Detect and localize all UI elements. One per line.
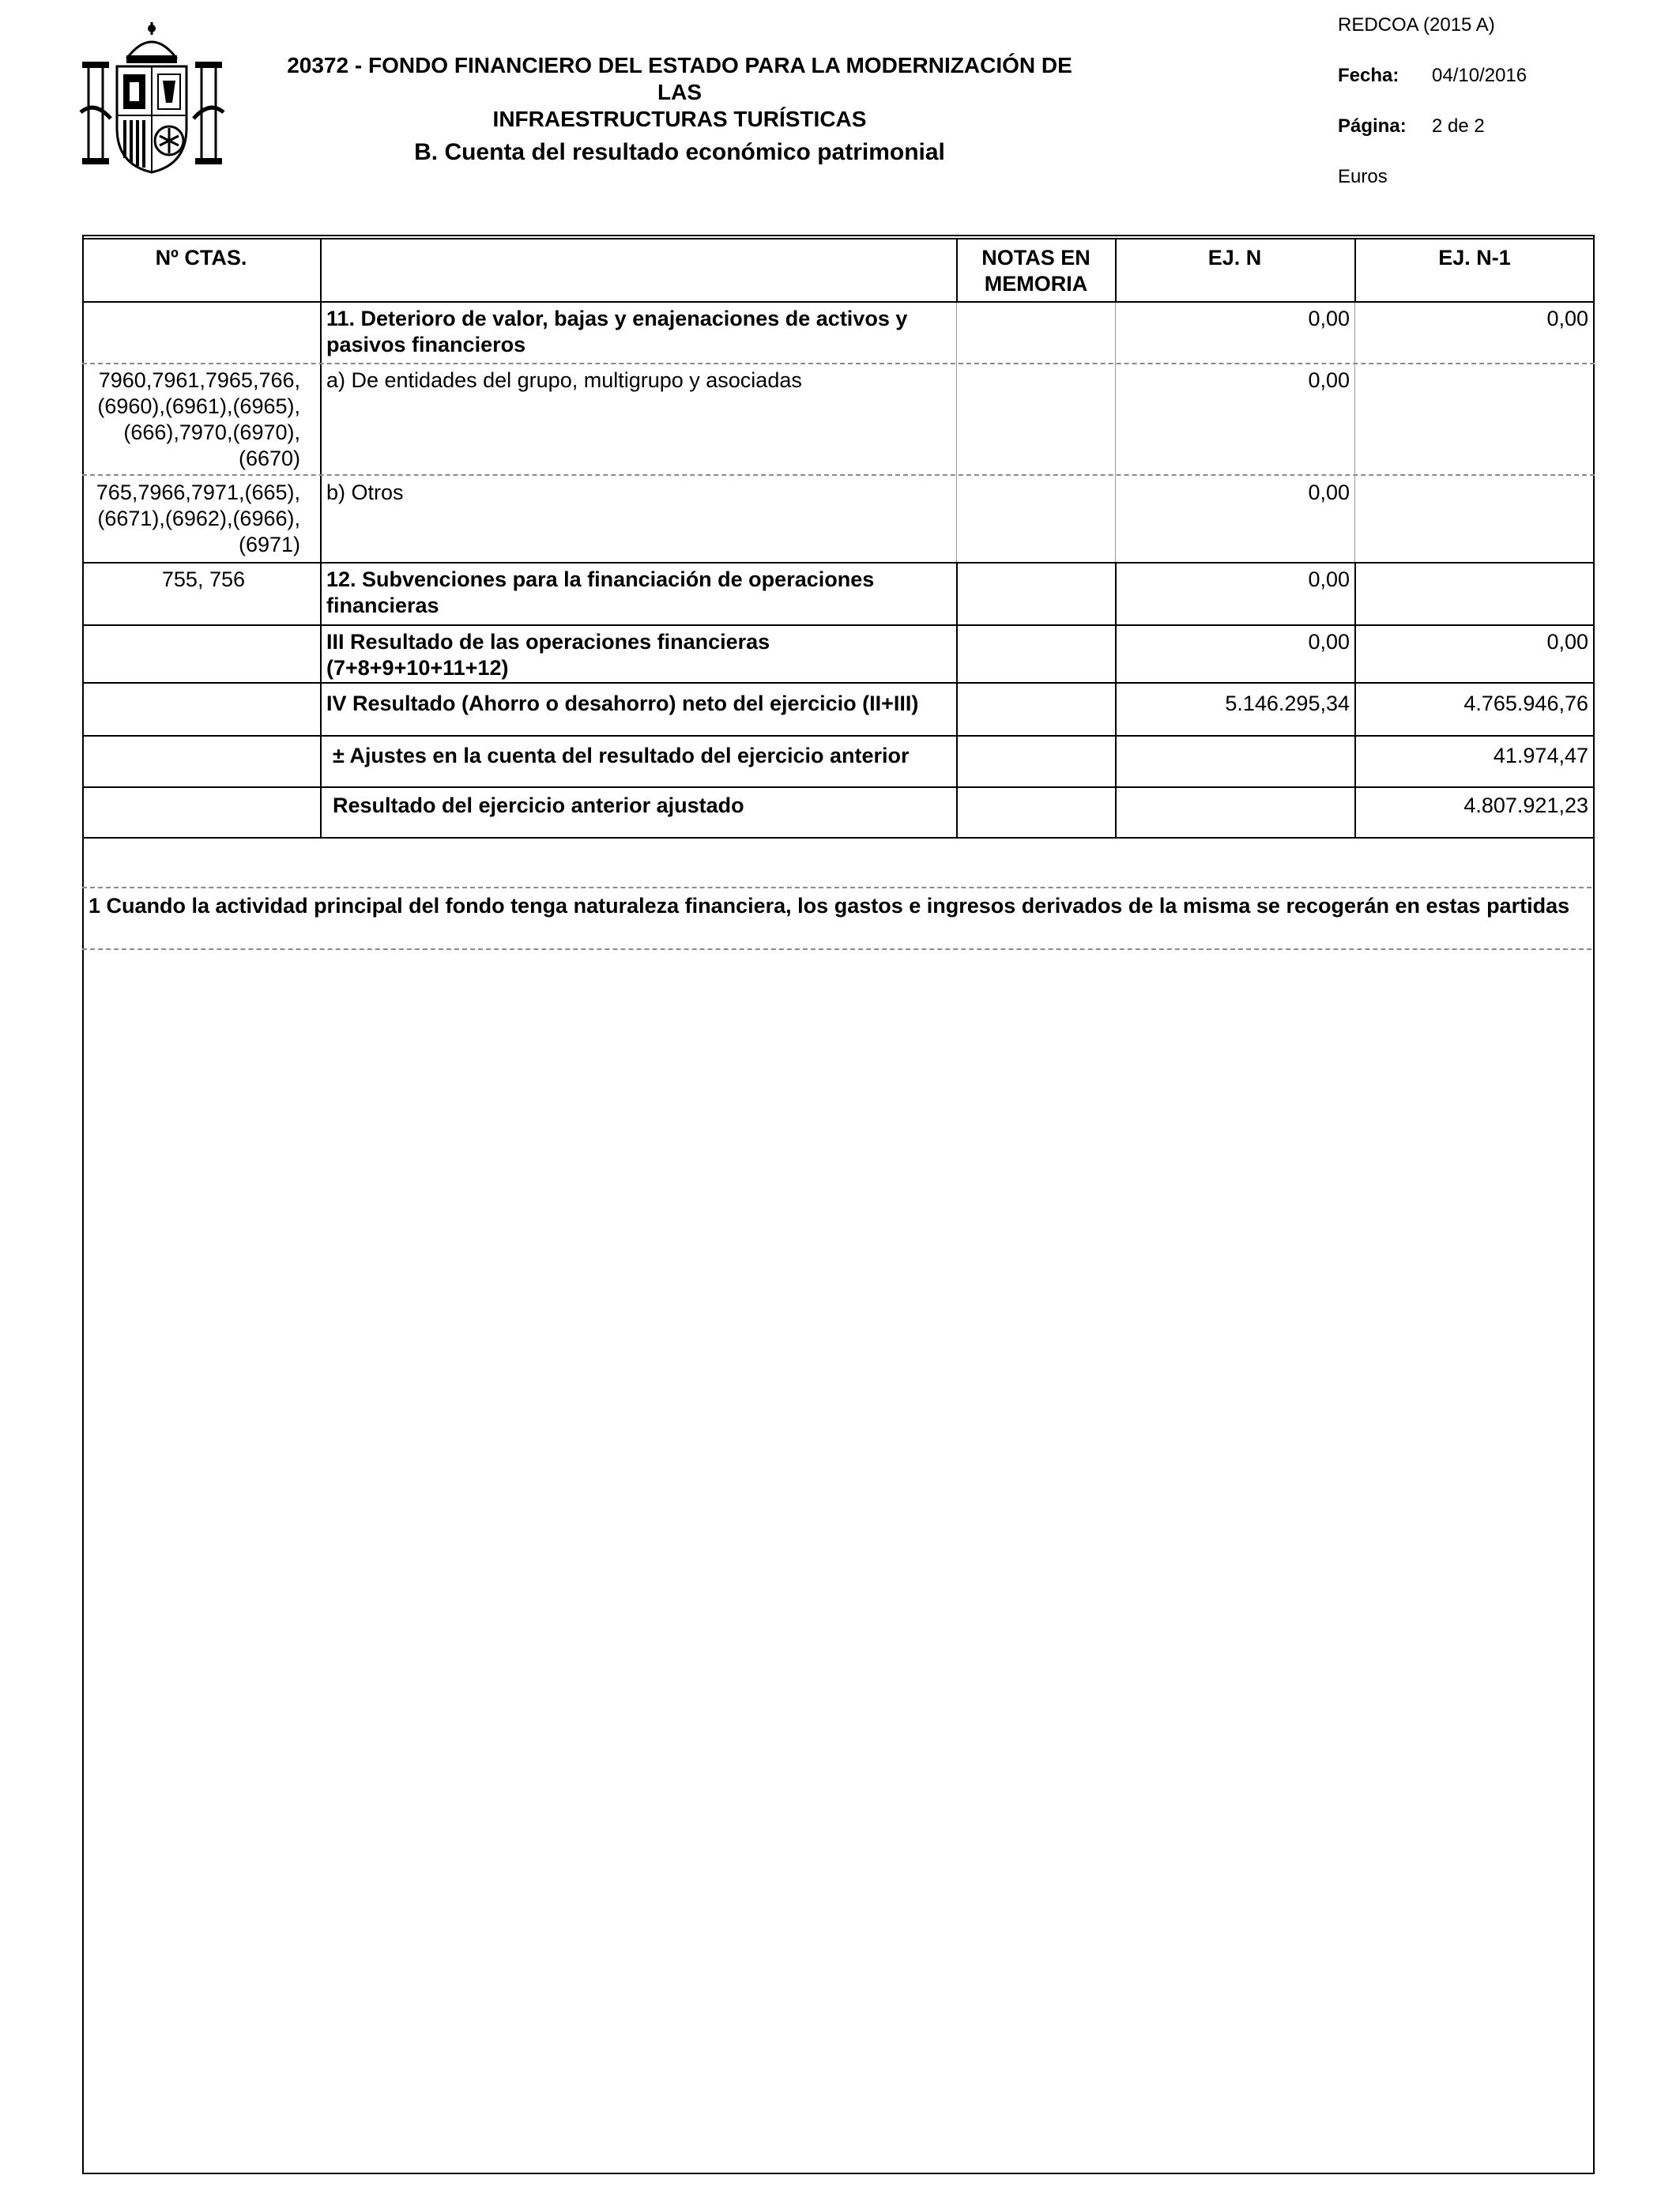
row-description: III Resultado de las operaciones financieras (7+8+9+10+11+12): [326, 630, 770, 680]
row-divider: [82, 624, 1595, 626]
row-ej-n1: 0,00: [1546, 307, 1588, 330]
row-divider: [82, 786, 1595, 788]
row-divider: [82, 837, 1595, 839]
col-divider: [956, 301, 957, 562]
row-ej-n1: 41.974,47: [1493, 744, 1588, 767]
row-description: 11. Deterioro de valor, bajas y enajenaciones de activos y pasivos financieros: [326, 307, 908, 356]
row-divider: [82, 474, 1595, 476]
row-ej-n: 0,00: [1308, 368, 1350, 392]
pagina-value: 2 de 2: [1432, 115, 1485, 137]
row-ej-n: 5.146.295,34: [1225, 692, 1350, 715]
row-description: ± Ajustes en la cuenta del resultado del ejercicio anterior: [333, 744, 910, 767]
header-ej-n1: EJ. N-1: [1438, 246, 1511, 270]
footnote-text: 1 Cuando la actividad principal del fondo tenga naturaleza financiera, los gastos e ingresos derivados de la misma se recogerán en estas partidas: [89, 894, 1570, 918]
fecha-label: Fecha:: [1338, 65, 1399, 86]
spain-coat-of-arms-icon: [79, 17, 225, 175]
header-ej-n: EJ. N: [1207, 246, 1262, 270]
row-description: b) Otros: [326, 481, 404, 504]
row-divider: [82, 301, 1595, 303]
row-ej-n: 0,00: [1308, 307, 1350, 330]
row-divider: [82, 363, 1595, 364]
fecha-value: 04/10/2016: [1432, 65, 1527, 86]
row-ej-n1: 4.765.946,76: [1463, 692, 1588, 715]
pagina-label: Página:: [1338, 115, 1407, 137]
row-description: 12. Subvenciones para la financiación de operaciones financieras: [326, 567, 875, 617]
row-divider: [82, 735, 1595, 737]
page-frame-top-rule: [82, 238, 1595, 239]
row-ej-n1: 4.807.921,23: [1463, 794, 1588, 817]
col-divider: [1354, 301, 1355, 562]
row-ej-n: 0,00: [1308, 481, 1350, 504]
document-title: [284, 52, 1075, 133]
document-subtitle: B. Cuenta del resultado económico patrimonial: [414, 139, 945, 165]
form-code: REDCOA (2015 A): [1338, 14, 1495, 36]
currency-label: Euros: [1338, 166, 1388, 187]
row-description: IV Resultado (Ahorro o desahorro) neto del ejercicio (II+III): [326, 692, 919, 715]
title-line-2: INFRAESTRUCTURAS TURÍSTICAS: [492, 107, 867, 131]
row-description: a) De entidades del grupo, multigrupo y asociadas: [326, 368, 802, 392]
col-divider: [320, 238, 322, 837]
row-ej-n: 0,00: [1308, 567, 1350, 591]
col-divider: [1115, 301, 1116, 562]
row-ej-n: 0,00: [1308, 630, 1350, 654]
row-ctas: 765,7966,7971,(665), (6671),(6962),(6966), (6971): [96, 481, 300, 556]
col-divider: [956, 562, 958, 837]
col-divider: [956, 238, 958, 301]
row-description: Resultado del ejercicio anterior ajustado: [333, 794, 744, 817]
footnote-divider-top: [82, 887, 1591, 888]
page-frame: [82, 235, 1595, 2174]
row-divider: [82, 562, 1595, 564]
row-divider: [82, 682, 1595, 684]
footnote-divider-bottom: [82, 948, 1591, 950]
row-ctas: 755, 756: [161, 567, 245, 591]
header-notas: NOTAS EN MEMORIA: [981, 246, 1090, 296]
title-line-1: 20372 - FONDO FINANCIERO DEL ESTADO PARA LA MODERNIZACIÓN DE LAS: [287, 53, 1072, 104]
row-ctas: 7960,7961,7965,766, (6960),(6961),(6965), (666),7970,(6970), (6670): [97, 368, 300, 470]
header-ctas: Nº CTAS.: [155, 246, 247, 270]
row-ej-n1: 0,00: [1546, 630, 1588, 654]
